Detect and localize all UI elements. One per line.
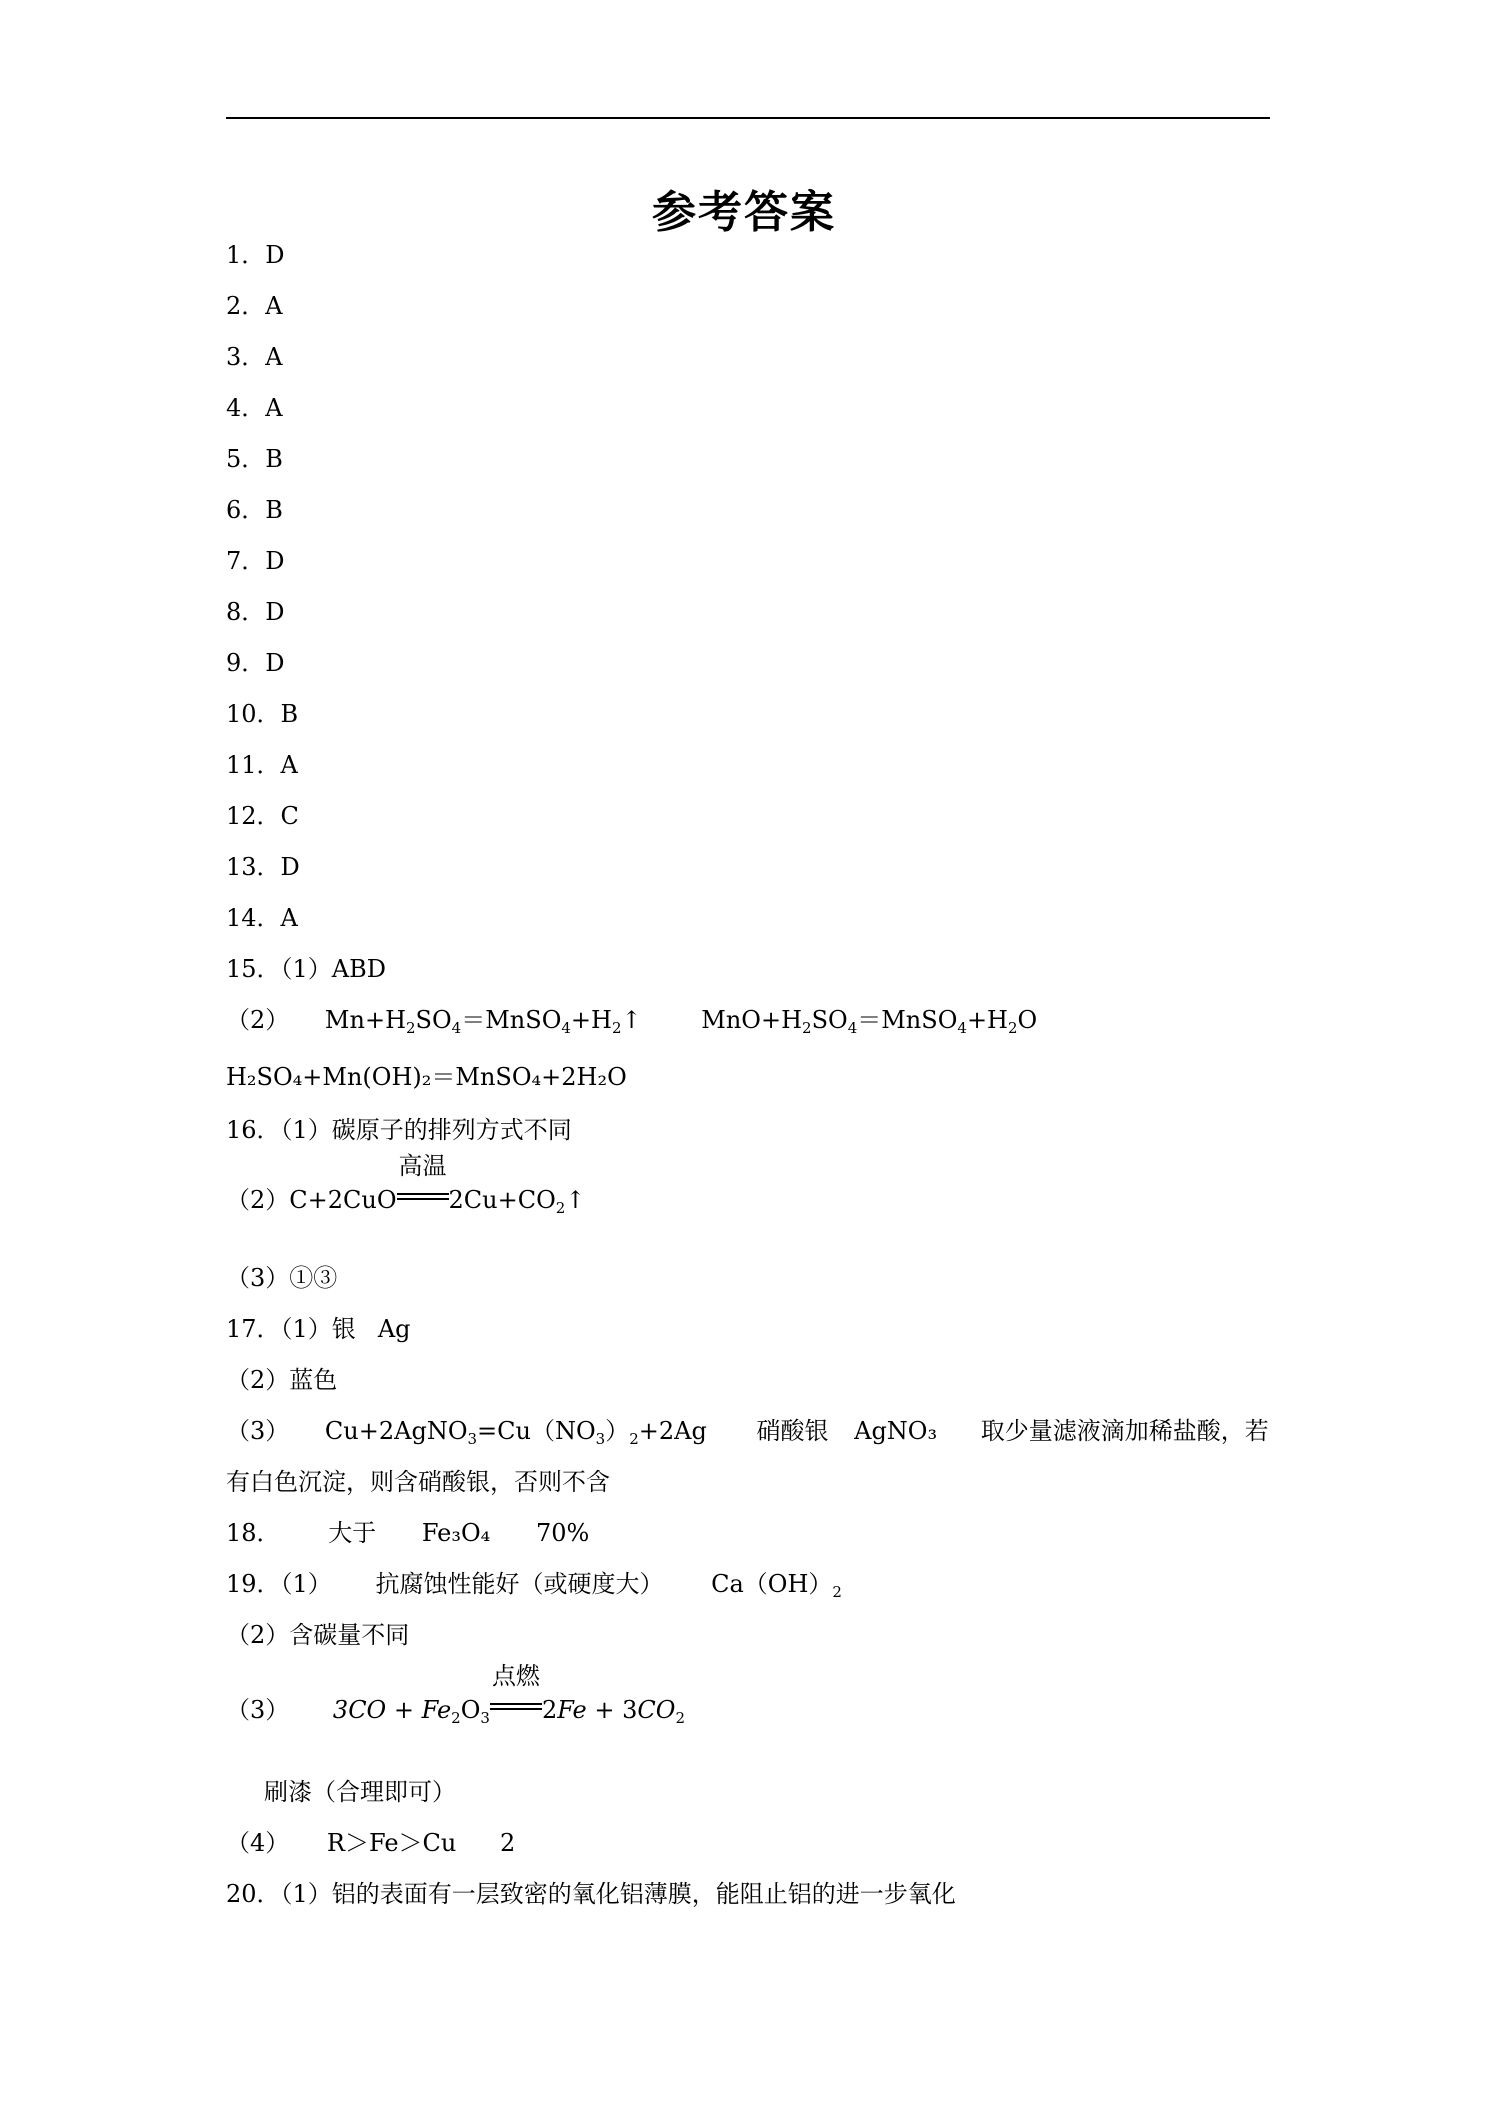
answer-2: 2．A [226,292,283,320]
reaction-condition: 高温 [397,1185,449,1215]
q15-line1: 15．（1）ABD [226,955,387,983]
q17-line2: （2）蓝色 [226,1366,338,1394]
answer-8: 8．D [226,598,285,626]
q19-line2: （2）含碳量不同 [226,1621,410,1649]
reaction-condition: 点燃 [490,1695,542,1725]
answer-4: 4．A [226,394,283,422]
q16-line2: （2）C+2CuO 高温 $2Cu+CO_2↑$ [226,1152,586,1217]
answer-6: 6．B [226,496,283,524]
q16-line3: （3）①③ [226,1264,338,1292]
header-rule [226,117,1270,119]
q19-line5: （4） R＞Fe＞Cu 2 [226,1829,516,1857]
answer-5: 5．B [226,445,283,473]
q15-line3: H₂SO₄+Mn(OH)₂＝MnSO₄+2H₂O [226,1063,627,1091]
page-title: 参考答案 [652,187,836,238]
answer-11: 11．A [226,751,298,779]
answer-9: 9．D [226,649,285,677]
answer-1: 1．D [226,241,285,269]
q17-line4: 有白色沉淀，则含硝酸银，否则不含 [226,1468,610,1496]
q18-line: 18． 大于 Fe₃O₄ 70% [226,1519,590,1547]
answer-12: 12．C [226,802,299,830]
q17-line3: （3） $Cu+2AgNO_3=Cu(NO_3)_2+2Ag$ 硝酸银 AgNO₃ 取少量滤液滴加稀盐酸，若 [226,1417,1269,1448]
q19-line4: 刷漆（合理即可） [264,1778,456,1806]
q15-line2: （2） $Mn+H_2SO_4=MnSO_4+H_2↑$ $MnO+H_2SO_4=MnSO_4+H_2O$ [226,1006,1038,1037]
answer-7: 7．D [226,547,285,575]
q19-line3: （3） $3CO + Fe_2O_3$ 点燃 $2Fe + 3CO_2$ [226,1662,685,1727]
answer-14: 14．A [226,904,298,932]
q19-line1: 19．（1） 抗腐蚀性能好（或硬度大） $Ca(OH)_2$ [226,1570,842,1601]
answer-3: 3．A [226,343,283,371]
q16-line1: 16．（1）碳原子的排列方式不同 [226,1116,572,1144]
answer-13: 13．D [226,853,300,881]
q17-line1: 17．（1）银 Ag [226,1315,411,1343]
answer-10: 10．B [226,700,299,728]
q20-line1: 20．（1）铝的表面有一层致密的氧化铝薄膜，能阻止铝的进一步氧化 [226,1880,956,1908]
